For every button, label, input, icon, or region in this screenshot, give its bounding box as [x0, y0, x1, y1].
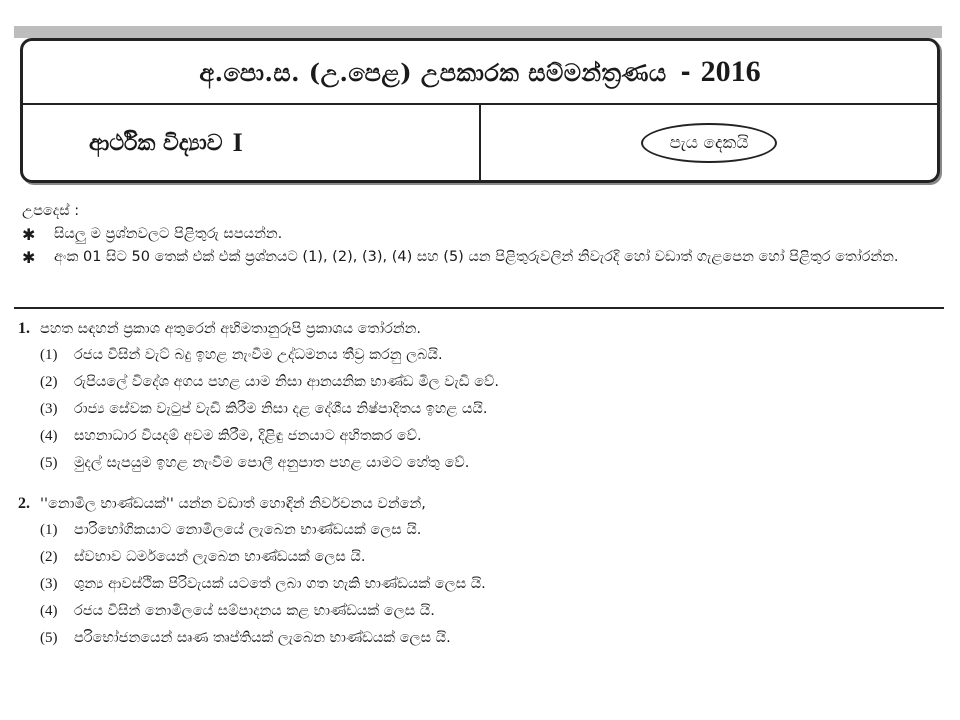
top-decorative-bar	[14, 26, 942, 38]
answer-option	[18, 571, 938, 598]
option-text: පාරිභෝගිකයාට නොමිලයේ ලැබෙන භාණ්ඩයක් ලෙස යි.	[74, 522, 422, 538]
duration-label: පැය දෙකයි	[641, 123, 776, 163]
option-label: (4)	[40, 428, 58, 444]
answer-option	[18, 369, 938, 396]
option-label: (2)	[40, 549, 58, 565]
instruction-text: සියලු ම ප්‍රශ්නවලට පිළිතුරු සපයන්න.	[54, 226, 283, 242]
answer-option	[18, 342, 938, 369]
question-1	[18, 316, 938, 477]
option-label: (3)	[40, 576, 58, 592]
subject-name: ආර්ථික විද්‍යාව	[89, 129, 223, 156]
option-text: මුදල් සැපයුම ඉහළ නැංවීම පොලී අනුපාත පහළ යාමට හේතු වේ.	[74, 455, 470, 471]
option-label: (3)	[40, 401, 58, 417]
question-number: 2.	[18, 495, 30, 512]
answer-option	[18, 396, 938, 423]
question-number: 1.	[18, 320, 30, 337]
paper-number: I	[232, 127, 243, 157]
option-text: රජය විසින් වැට් බදු ඉහළ නැංවීම උද්ධමනය තීව්‍ර කරනු ලබයි.	[74, 347, 443, 363]
option-text: රජය විසින් නොමිලයේ සම්පාදනය කළ භාණ්ඩයක් ලෙස යි.	[74, 603, 435, 619]
option-label: (4)	[40, 603, 58, 619]
question-2	[18, 491, 938, 652]
option-label: (1)	[40, 347, 58, 363]
option-label: (5)	[40, 630, 58, 646]
option-label: (2)	[40, 374, 58, 390]
instruction-text: අංක 01 සිට 50 තෙක් එක් එක් ප්‍රශ්නයට (1), (2), (3), (4) සහ (5) යන පිළිතුරුවලින් නිවැරදි හෝ වඩාත් ගැළපෙන හෝ පිළිතුර තෝරන්න.	[54, 249, 899, 265]
answer-option	[18, 517, 938, 544]
option-text: ශුන්‍ය ආවස්ථික පිරිවැයක් යටතේ ලබා ගත හැකි භාණ්ඩයක් ලෙස යි.	[74, 576, 486, 592]
answer-option	[18, 544, 938, 571]
question-text: පහත සඳහන් ප්‍රකාශ අතුරෙන් අභිමතානුරූපි ප්‍රකාශය තෝරන්න.	[40, 321, 422, 337]
duration-cell	[481, 105, 937, 180]
option-label: (1)	[40, 522, 58, 538]
exam-title: අ.පො.ස. (උ.පෙළ) උපකාරක සම්මන්ත්‍රණය	[199, 57, 667, 87]
exam-year: 2016	[700, 55, 761, 88]
option-text: සහනාධාර වියදම් අවම කිරීම, දිළිඳු ජනයාට අහිතකර වේ.	[74, 428, 422, 444]
option-text: පරිභෝජනයෙන් සෘණ තෘප්තියක් ලැබෙන භාණ්ඩයක් ලෙස යි.	[74, 630, 451, 646]
subject-cell	[23, 105, 481, 180]
asterisk-icon: ✱	[22, 225, 36, 244]
questions-section	[18, 316, 938, 666]
instructions-section	[22, 200, 942, 269]
instruction-item	[22, 223, 942, 246]
answer-option	[18, 625, 938, 652]
question-stem	[18, 316, 938, 342]
asterisk-icon: ✱	[22, 248, 36, 267]
exam-info-row	[23, 105, 937, 180]
instructions-heading: උපදෙස් :	[22, 203, 80, 219]
answer-option	[18, 450, 938, 477]
answer-option	[18, 423, 938, 450]
exam-title-row	[23, 41, 937, 105]
section-divider	[14, 307, 944, 309]
answer-option	[18, 598, 938, 625]
question-stem	[18, 491, 938, 517]
instruction-item	[22, 246, 942, 269]
question-text: ''නොමිල භාණ්ඩයක්'' යන්න වඩාත් හොඳින් නිර්වචනය වන්නේ,	[40, 496, 426, 512]
option-text: රාජ්‍ය සේවක වැටුප් වැඩි කිරීම නිසා දළ දේශීය නිෂ්පාදිතය ඉහළ යයි.	[74, 401, 488, 417]
title-separator: -	[680, 58, 691, 86]
option-text: රුපියලේ විදේශ අගය පහළ යාම නිසා ආනයනික භාණ්ඩ මිල වැඩි වේ.	[74, 374, 500, 390]
option-label: (5)	[40, 455, 58, 471]
option-text: ස්වභාව ධර්මයෙන් ලැබෙන භාණ්ඩයක් ලෙස යි.	[74, 549, 366, 565]
exam-header	[20, 38, 940, 183]
